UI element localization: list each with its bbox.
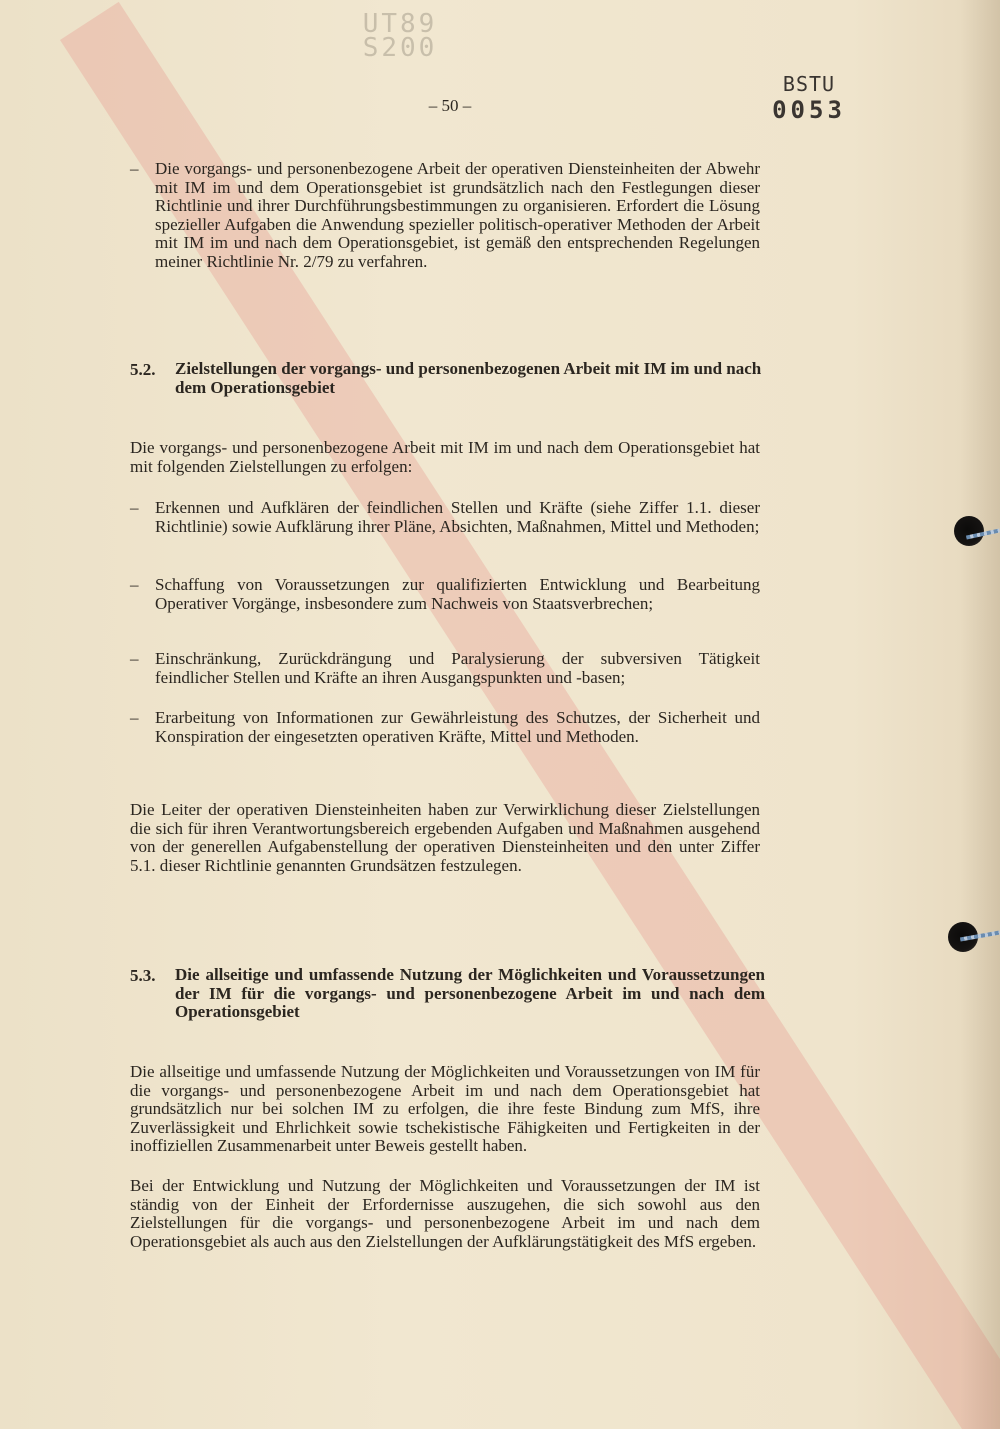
section-52-number: 5.2. bbox=[130, 360, 156, 379]
intro-bullet-dash: – bbox=[130, 159, 139, 178]
ghost-stamp-line2: S200 bbox=[362, 33, 438, 63]
list-item-dash: – bbox=[130, 498, 139, 517]
section-53-title: Die allseitige und umfassende Nutzung der Möglichkeiten und Voraussetzungen der IM für die vorgangs- und personenbezogene Arbeit im und nach dem Operationsgebiet bbox=[175, 965, 765, 1022]
page-number: – 50 – bbox=[428, 96, 472, 115]
section-53-paragraph-2: Bei der Entwicklung und Nutzung der Möglichkeiten und Voraussetzungen der IM ist ständig von der Einheit der Erfordernisse auszugehen, die sich sowohl aus den Zielstellungen für die vorgangs- und personenbezogene Arbeit im und nach dem Operationsgebiet als auch aus den Zielstellungen der Aufklärungstätigkeit des MfS ergeben. bbox=[130, 1176, 760, 1251]
section-53-number: 5.3. bbox=[130, 966, 156, 985]
archive-number: 0053 bbox=[772, 96, 846, 124]
list-item-dash: – bbox=[130, 708, 139, 727]
list-item-dash: – bbox=[130, 649, 139, 668]
list-item-text: Erkennen und Aufklären der feindlichen Stellen und Kräfte (siehe Ziffer 1.1. dieser Richtlinie) sowie Aufklärung ihrer Pläne, Absichten, Maßnahmen, Mittel und Methoden; bbox=[155, 498, 760, 536]
section-52-closing: Die Leiter der operativen Diensteinheiten haben zur Verwirklichung dieser Zielstellungen die sich für ihren Verantwortungsbereich ergebenden Aufgaben und Maßnahmen ausgehend von der generellen Aufgabenstellung der operativen Diensteinheiten und den unter Ziffer 5.1. dieser Richtlinie genannten Grundsätzen festzulegen. bbox=[130, 800, 760, 875]
ghost-stamp-mirrored bbox=[350, 9, 450, 63]
archive-label: BSTU bbox=[782, 72, 836, 96]
list-item-dash: – bbox=[130, 575, 139, 594]
intro-bullet-text: Die vorgangs- und personenbezogene Arbeit der operativen Diensteinheiten der Abwehr mit IM im und dem Operationsgebiet ist grundsätzlich nach den Festlegungen dieser Richtlinie und ihrer Durchführungsbestimmungen zu organisieren. Erfordert die Lösung spezieller Aufgaben die Anwendung spezieller politisch-operativer Methoden der Arbeit mit IM im und nach dem Operationsgebiet, ist gemäß den entsprechenden Regelungen meiner Richtlinie Nr. 2/79 zu verfahren. bbox=[155, 159, 760, 271]
list-item-text: Erarbeitung von Informationen zur Gewährleistung des Schutzes, der Sicherheit und Konspiration der eingesetzten operativen Kräfte, Mittel und Methoden. bbox=[155, 708, 760, 746]
list-item-text: Einschränkung, Zurückdrängung und Paralysierung der subversiven Tätigkeit feindlicher Stellen und Kräfte an ihren Ausgangspunkten und -basen; bbox=[155, 649, 760, 687]
archive-stamp bbox=[764, 72, 854, 124]
section-53-paragraph-1: Die allseitige und umfassende Nutzung der Möglichkeiten und Voraussetzungen von IM für die vorgangs- und personenbezogene Arbeit im und nach dem Operationsgebiet hat grundsätzlich nur bei solchen IM zu erfolgen, die ihre feste Bindung zum MfS, ihre Zuverlässigkeit und Ehrlichkeit sowie tschekistische Fähigkeiten und Fertigkeiten in der inoffiziellen Zusammenarbeit unter Beweis gestellt haben. bbox=[130, 1062, 760, 1156]
binding-hole bbox=[954, 516, 984, 546]
page-edge-shadow bbox=[960, 0, 1000, 1429]
section-52-title: Zielstellungen der vorgangs- und personenbezogenen Arbeit mit IM im und nach dem Operationsgebiet bbox=[175, 359, 762, 397]
section-52-intro: Die vorgangs- und personenbezogene Arbeit mit IM im und nach dem Operationsgebiet hat mit folgenden Zielstellungen zu erfolgen: bbox=[130, 438, 760, 476]
ghost-stamp-line1: UT89 bbox=[362, 9, 438, 39]
list-item-text: Schaffung von Voraussetzungen zur qualifizierten Entwicklung und Bearbeitung Operativer Vorgänge, insbesondere zum Nachweis von Staatsverbrechen; bbox=[155, 575, 760, 613]
